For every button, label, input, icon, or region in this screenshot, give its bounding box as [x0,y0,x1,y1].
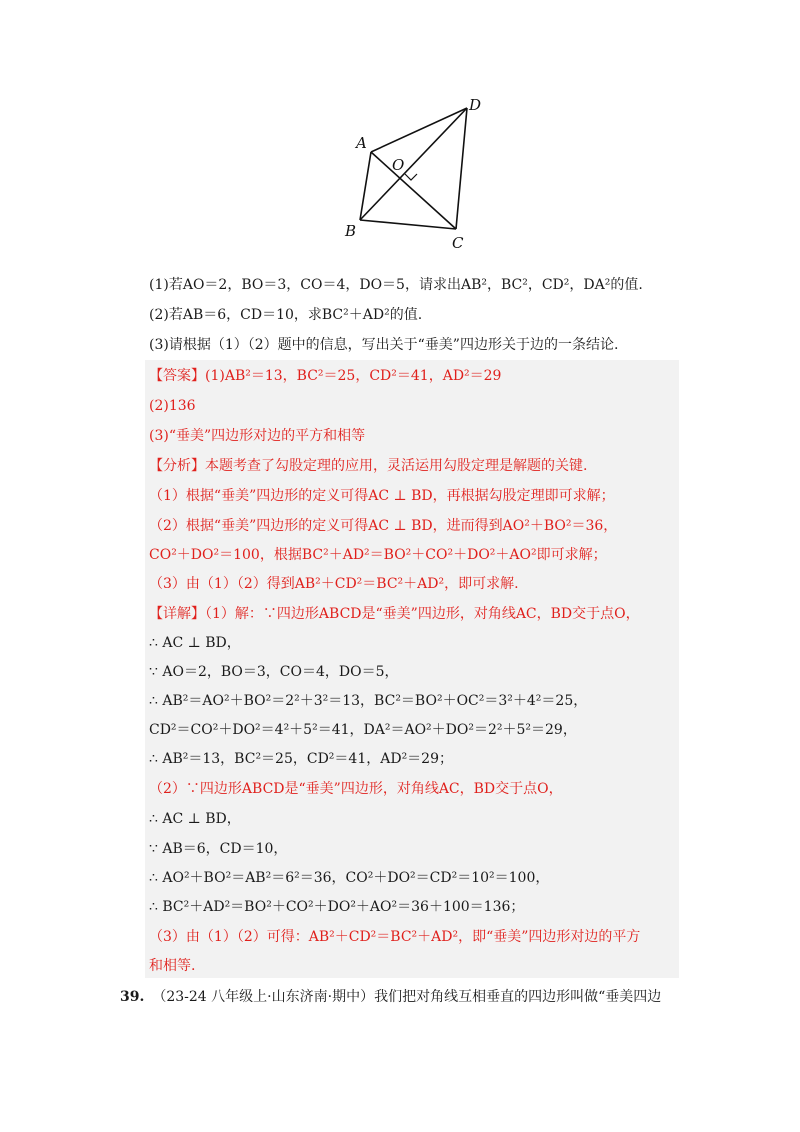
next-question [120,988,661,1006]
question-3: (3)请根据（1）（2）题中的信息，写出关于“垂美”四边形关于边的一条结论. [149,337,619,353]
detail-line-6: ∴ AB²＝13，BC²＝25，CD²＝41，AD²＝29； [149,751,453,767]
detail-line-3: ∵ AO＝2，BO＝3，CO＝4，DO＝5， [149,664,399,680]
detail-line-11: ∴ BC²＋AD²＝BO²＋CO²＋DO²＋AO²＝36＋100＝136； [149,899,525,915]
detail-line-9: ∵ AB＝6，CD＝10， [149,841,288,857]
analysis-text: 本题考查了勾股定理的应用，灵活运用勾股定理是解题的关键. [205,458,588,474]
detail-line-10: ∴ AO²＋BO²＝AB²＝6²＝36，CO²＋DO²＝CD²＝10²＝100， [149,870,550,886]
question-number: 39. [120,989,145,1005]
detail-line-8: ∴ AC ⊥ BD， [149,811,241,827]
answer-1: (1)AB²＝13，BC²＝25，CD²＝41，AD²＝29 [205,368,502,384]
answer-tag: 【答案】 [149,368,205,384]
label-d: D [469,96,482,114]
edge-cb [360,220,456,229]
detail-line-2: ∴ AC ⊥ BD， [149,635,241,651]
question-1: (1)若AO＝2，BO＝3，CO＝4，DO＝5，请求出AB²，BC²，CD²，DA²的值. [149,277,643,293]
detail-line-1 [149,605,640,623]
right-angle-mark [405,174,417,180]
edge-dc [456,108,467,229]
detail-line-4: ∴ AB²＝AO²＋BO²＝2²＋3²＝13，BC²＝BO²＋OC²＝3²＋4²＝25， [149,693,588,709]
analysis-line-4: CO²＋DO²＝100，根据BC²＋AD²＝BO²＋CO²＋DO²＋AO²即可求解； [149,547,607,563]
analysis-line-3: （2）根据“垂美”四边形的定义可得AC ⊥ BD，进而得到AO²＋BO²＝36， [149,518,618,534]
answer-3: (3)“垂美”四边形对边的平方和相等 [149,428,366,444]
detail-line-5: CD²＝CO²＋DO²＝4²＋5²＝41，DA²＝AO²＋DO²＝2²＋5²＝29， [149,722,577,738]
edge-ad [371,108,467,152]
question-text: （23-24 八年级上·山东济南·期中）我们把对角线互相垂直的四边形叫做“垂美四边 [152,989,662,1005]
analysis-tag: 【分析】 [149,458,205,474]
detail-line-7: （2）∵四边形ABCD是“垂美”四边形，对角线AC，BD交于点O， [149,781,563,797]
detail-tag: 【详解】 [149,606,205,622]
detail-line-12: （3）由（1）（2）可得：AB²＋CD²＝BC²＋AD²，即“垂美”四边形对边的平方 [149,929,641,945]
label-b: B [345,222,357,240]
detail-line-13: 和相等. [149,958,196,974]
answer-2: (2)136 [149,398,196,414]
analysis-line-1 [149,457,587,475]
answer-line-1 [149,367,501,385]
analysis-line-2: （1）根据“垂美”四边形的定义可得AC ⊥ BD，再根据勾股定理即可求解； [149,488,615,504]
label-c: C [452,234,464,252]
quadrilateral-diagram [330,92,500,262]
label-a: A [356,134,367,152]
detail-text: （1）解：∵四边形ABCD是“垂美”四边形，对角线AC，BD交于点O， [205,606,640,622]
label-o: O [392,156,405,174]
diagonal-bd [360,108,467,220]
question-2: (2)若AB＝6，CD＝10，求BC²＋AD²的值. [149,307,423,323]
quadrilateral-figure [330,92,500,262]
analysis-line-5: （3）由（1）（2）得到AB²＋CD²＝BC²＋AD²，即可求解. [149,576,519,592]
